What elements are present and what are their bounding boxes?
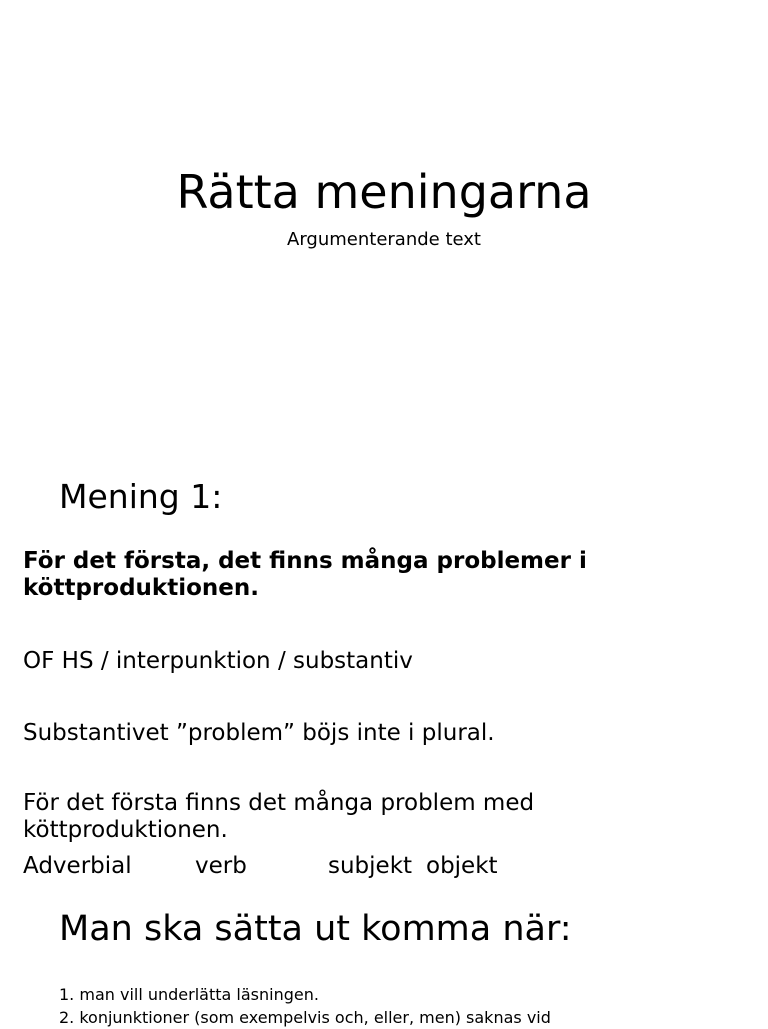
slide-subtitle: Argumenterande text bbox=[287, 229, 481, 250]
rules-list bbox=[59, 983, 551, 1029]
sentence-slide bbox=[0, 450, 768, 879]
error-explanation: Substantivet ”problem” böjs inte i plural. bbox=[23, 720, 495, 746]
comma-rules-slide bbox=[0, 885, 768, 1027]
role-label-subject: subjekt bbox=[328, 853, 413, 879]
error-categories: OF HS / interpunktion / substantiv bbox=[23, 648, 413, 674]
corrected-sentence: För det första finns det många problem med köttproduktionen. bbox=[23, 790, 535, 843]
role-label-object: objekt bbox=[426, 853, 498, 879]
slide-heading: Mening 1: bbox=[59, 477, 223, 516]
role-label-verb: verb bbox=[195, 853, 247, 879]
title-slide bbox=[0, 0, 768, 430]
incorrect-sentence: För det första, det finns många problemer i köttproduktionen. bbox=[23, 548, 587, 601]
list-item: 1. man vill underlätta läsningen. bbox=[59, 985, 319, 1004]
list-item: 2. konjunktioner (som exempelvis och, eller, men) saknas vid bbox=[59, 1008, 551, 1027]
slide-title: Rätta meningarna bbox=[176, 165, 592, 219]
slide-heading: Man ska sätta ut komma när: bbox=[59, 909, 572, 949]
role-label-adverbial: Adverbial bbox=[23, 853, 132, 879]
